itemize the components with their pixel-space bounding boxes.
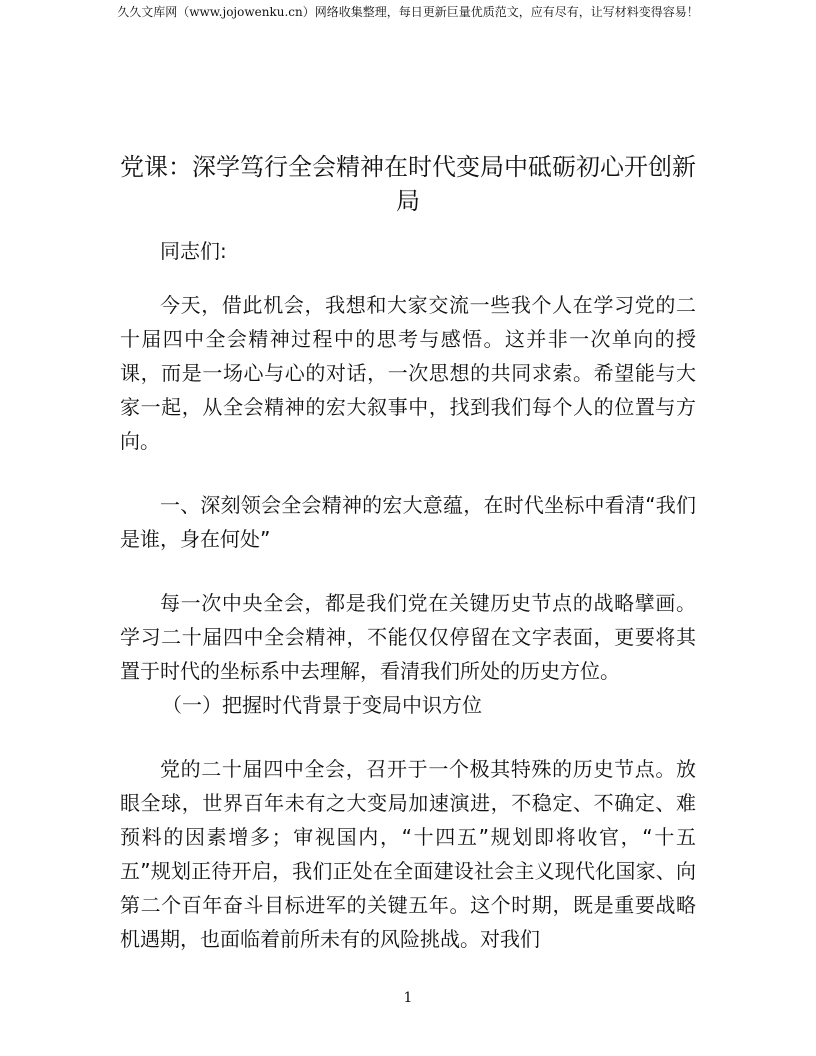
section-heading: 一、深刻领会全会精神的宏大意蕴，在时代坐标中看清“我们是谁，身在何处” bbox=[120, 493, 696, 551]
section-paragraph: 每一次中央全会，都是我们党在关键历史节点的战略擘画。学习二十届四中全会精神，不能仅仅停留在文字表面，更要将其置于时代的坐标系中去理解，看清我们所处的历史方位。 bbox=[120, 591, 696, 683]
subsection-heading: （一）把握时代背景于变局中识方位 bbox=[162, 693, 482, 717]
salutation: 同志们: bbox=[160, 239, 227, 263]
intro-paragraph: 今天，借此机会，我想和大家交流一些我个人在学习党的二十届四中全会精神过程中的思考与感悟。这并非一次单向的授课，而是一场心与心的对话，一次思想的共同求索。希望能与大家一起，从全会精神的宏大叙事中，找到我们每个人的位置与方向。 bbox=[120, 293, 696, 453]
document-title: 党课：深学笃行全会精神在时代变局中砥砺初心开创新局 bbox=[120, 153, 696, 215]
page-number: 1 bbox=[403, 990, 413, 1006]
subsection-paragraph: 党的二十届四中全会，召开于一个极其特殊的历史节点。放眼全球，世界百年未有之大变局加速演进，不稳定、不确定、难预料的因素增多；审视国内，“十四五”规划即将收官，“十五五”规划正待开启，我们正处在全面建设社会主义现代化国家、向第二个百年奋斗目标进军的关键五年。这个时期，既是重要战略机遇期，也面临着前所未有的风险挑战。对我们 bbox=[120, 757, 696, 951]
document-body bbox=[120, 150, 696, 956]
source-header: 久久文库网（www.jojowenku.cn）网络收集整理，每日更新巨量优质范文，应有尽有，让写材料变得容易！ bbox=[117, 5, 699, 19]
